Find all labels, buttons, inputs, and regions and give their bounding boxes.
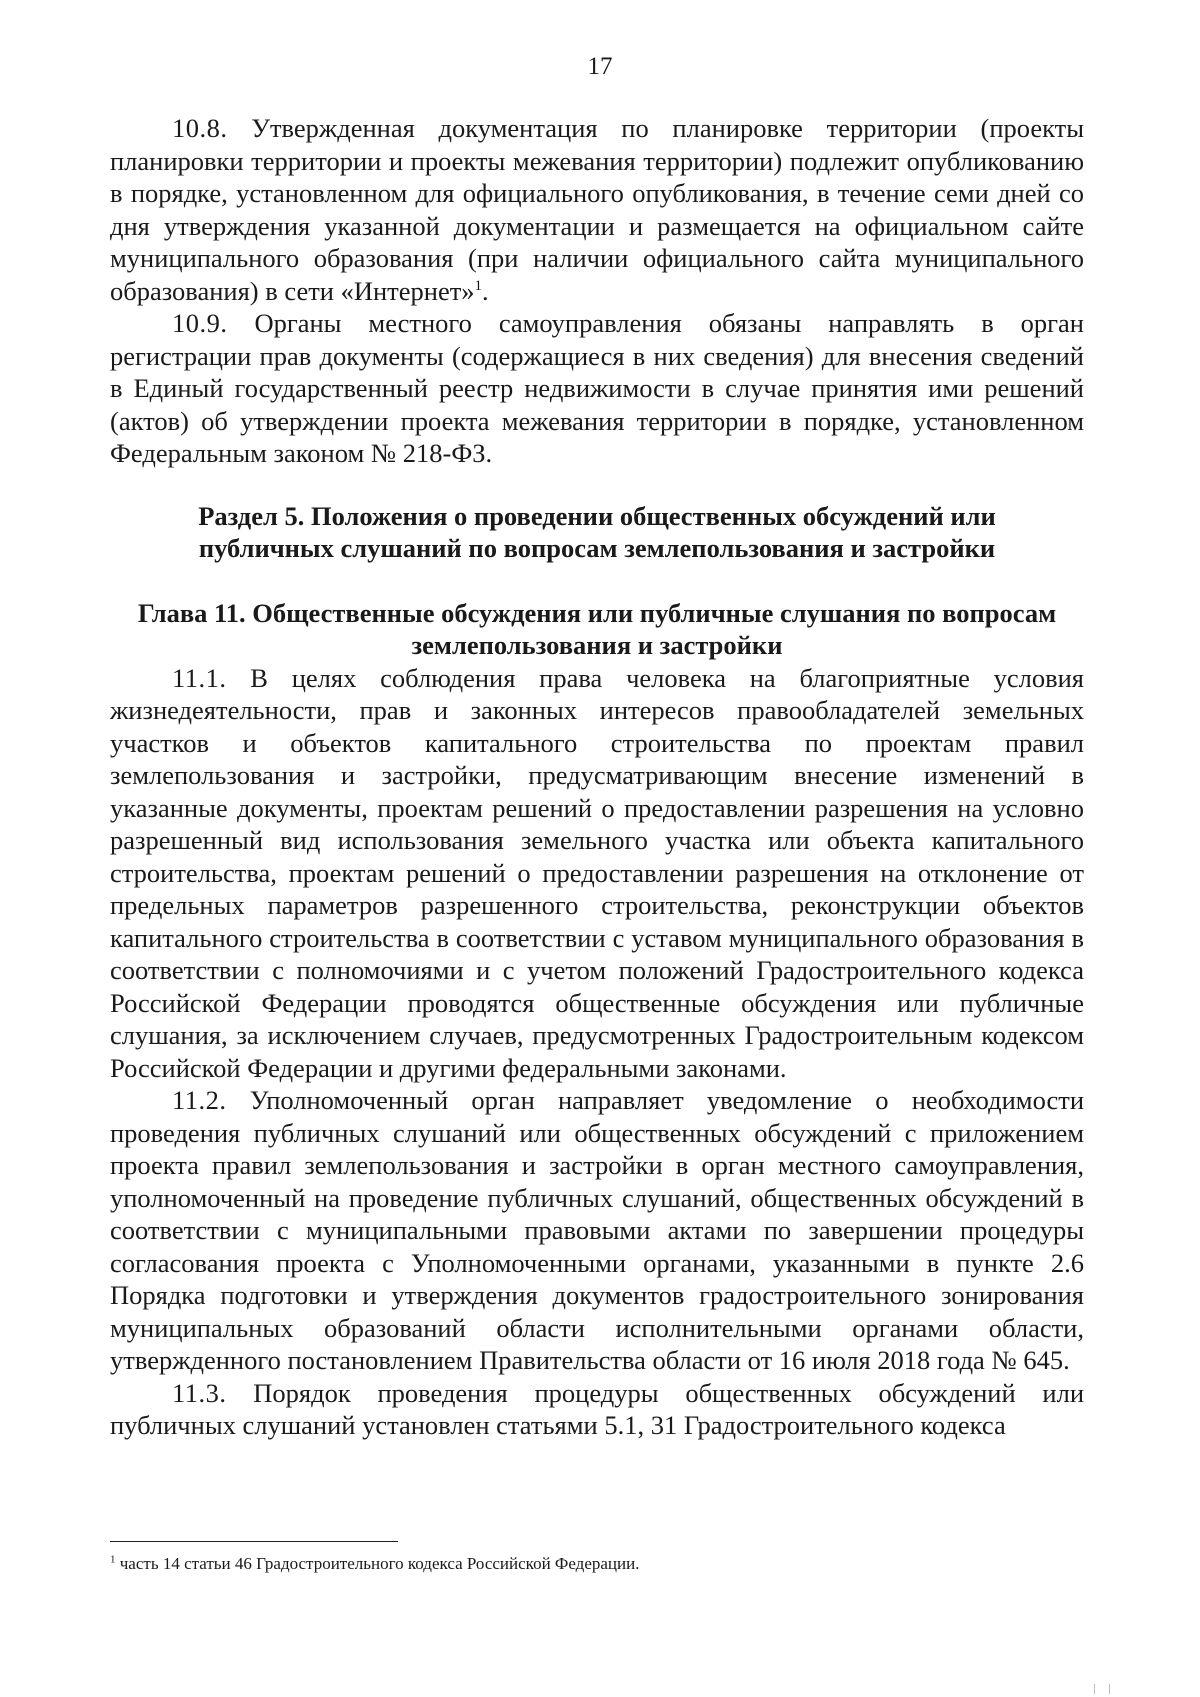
footnote-text: часть 14 статьи 46 Градостроительного кодекса Российской Федерации. <box>119 1554 640 1573</box>
section-heading-line: Раздел 5. Положения о проведении общественных обсуждений или <box>198 500 996 531</box>
page-number: 17 <box>587 53 613 80</box>
paragraph-number: 11.2. <box>172 1085 227 1115</box>
paragraph-text: Органы местного самоуправления обязаны направлять в орган регистрации прав документы (содержащиеся в них сведения) для внесения сведений в Единый государственный реестр недвижимости в случае принятия ими решений (актов) об утверждении проекта межевания территории в порядке, установленном Федеральным законом № 218-ФЗ. <box>110 308 1084 468</box>
paragraph-number: 10.9. <box>172 308 228 338</box>
footnote-separator <box>110 1541 398 1542</box>
footnote-marker: 1 <box>110 1553 116 1566</box>
paragraph-text: В целях соблюдения права человека на благоприятные условия жизнедеятельности, прав и законных интересов правообладателей земельных участков и объектов капитального строительства по проектам правил землепользования и застройки, предусматривающим внесение изменений в указанные документы, проектам решений о предоставлении разрешения на условно разрешенный вид использования земельного участка или объекта капитального строительства, проектам решений о предоставлении разрешения на отклонение от предельных параметров разрешенного строительства, реконструкции объектов капитального строительства в соответствии с уставом муниципального образования в соответствии с полномочиями и с учетом положений Градостроительного кодекса Российской Федерации проводятся общественные обсуждения или публичные слушания, за исключением случаев, предусмотренных Градостроительным кодексом Российской Федерации и другими федеральными законами. <box>110 662 1084 1083</box>
page-body <box>110 112 1084 1442</box>
chapter-heading-line: землепользования и застройки <box>411 630 783 660</box>
paragraph-10-9 <box>110 307 1084 470</box>
paragraph-text: Порядок проведения процедуры общественных обсуждений или публичных слушаний установлен статьями 5.1, 31 Градостроительного кодекса <box>110 1377 1085 1440</box>
paragraph-number: 10.8. <box>172 113 228 143</box>
paragraph-text: Утвержденная документация по планировке территории (проекты планировки территории и проекты межевания территории) подлежит опубликованию в порядке, установленном для официального опубликования, в течение семи дней со дня утверждения указанной документации и размещается на официальном сайте муниципального образования (при наличии официального сайта муниципального образования) в сети «Интернет» <box>110 113 1084 306</box>
paragraph-number: 11.3. <box>172 1377 227 1408</box>
scan-artifact <box>1094 1684 1110 1694</box>
footnote <box>110 1553 1084 1575</box>
paragraph-11-2 <box>110 1084 1084 1377</box>
footnote-reference[interactable]: 1 <box>474 277 483 294</box>
chapter-heading <box>110 597 1084 662</box>
section-heading-line: публичных слушаний по вопросам землепользования и застройки <box>198 533 996 563</box>
paragraph-10-8 <box>110 112 1084 307</box>
paragraph-number: 11.1. <box>172 662 227 693</box>
section-heading <box>110 500 1084 565</box>
paragraph-11-3 <box>110 1377 1084 1442</box>
paragraph-text: Уполномоченный орган направляет уведомление о необходимости проведения публичных слушаний или общественных обсуждений с приложением проекта правил землепользования и застройки в орган местного самоуправления, уполномоченный на проведение публичных слушаний, общественных обсуждений в соответствии с муниципальными правовыми актами по завершении процедуры согласования проекта с Уполномоченными органами, указанными в пункте 2.6 Порядка подготовки и утверждения документов градостроительного зонирования муниципальных образований области исполнительными органами области, утвержденного постановлением Правительства области от 16 июля 2018 года № 645. <box>110 1085 1084 1375</box>
paragraph-tail: . <box>482 275 489 306</box>
chapter-heading-line: Глава 11. Общественные обсуждения или публичные слушания по вопросам <box>137 597 1057 628</box>
paragraph-11-1 <box>110 662 1084 1085</box>
